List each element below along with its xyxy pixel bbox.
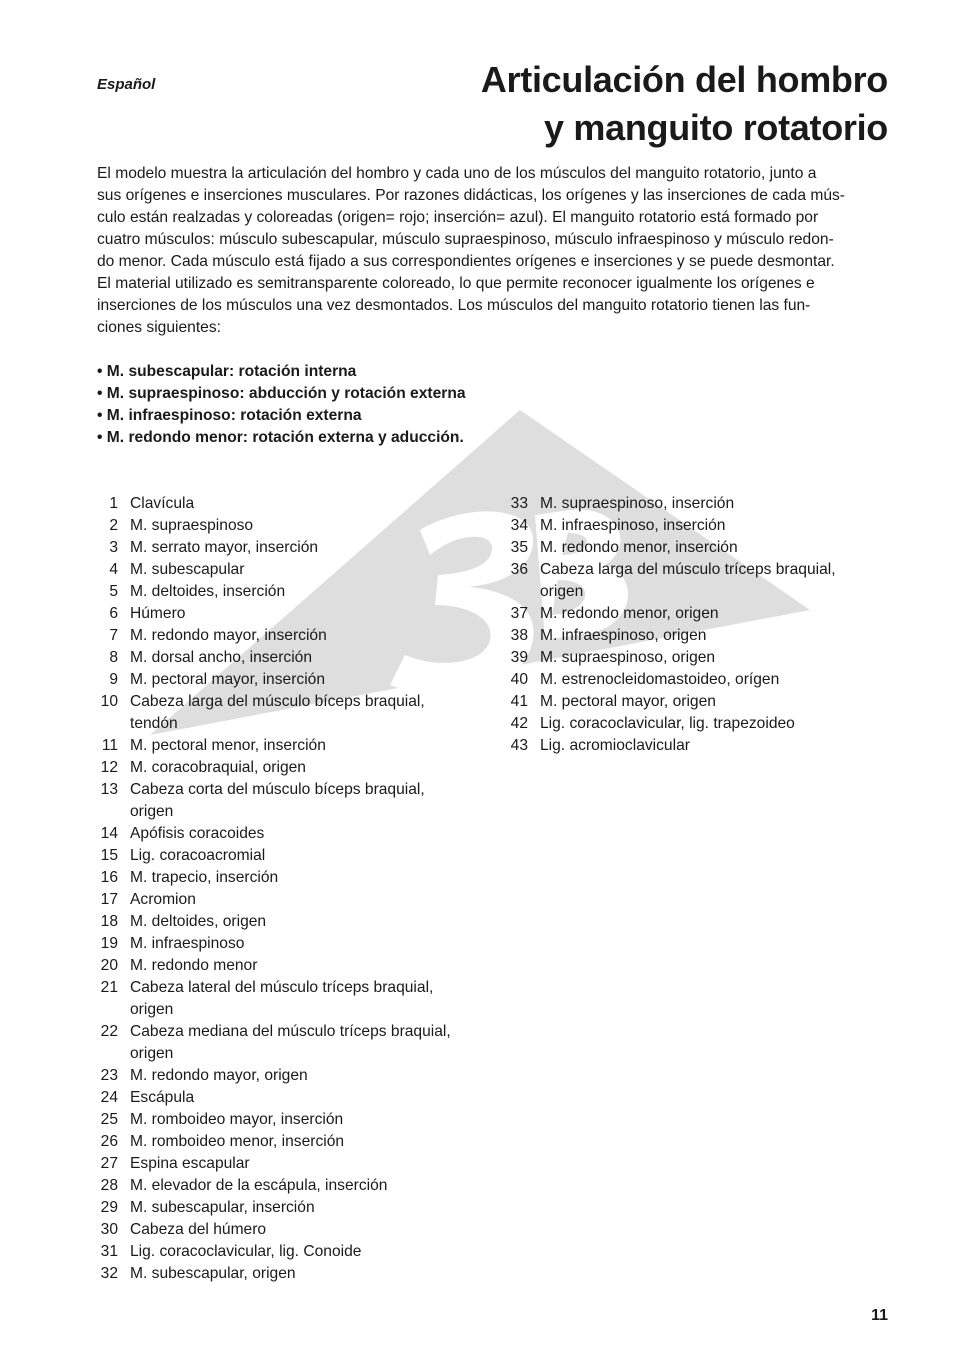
item-label-line: Apófisis coracoides: [130, 825, 265, 842]
item-label: [118, 1153, 250, 1175]
item-number: 9: [109, 671, 118, 688]
page-number: 11: [871, 1307, 888, 1324]
list-item: [86, 1021, 466, 1065]
item-label-line: Lig. coracoclavicular, lig. trapezoideo: [540, 715, 795, 732]
item-label: [528, 559, 836, 603]
item-label-line: M. pectoral mayor, origen: [540, 693, 716, 710]
list-item: [86, 735, 466, 757]
language-label: Español: [97, 76, 156, 93]
item-label-line: M. estrenocleidomastoideo, orígen: [540, 671, 780, 688]
list-item: [86, 1109, 466, 1131]
item-label: [118, 603, 185, 625]
list-item: [86, 669, 466, 691]
list-item: [86, 867, 466, 889]
item-label-line: M. deltoides, inserción: [130, 583, 286, 600]
item-label-line: M. supraespinoso, inserción: [540, 495, 735, 512]
item-label-line: M. romboideo menor, inserción: [130, 1133, 345, 1150]
item-label: [118, 889, 196, 911]
item-number: 17: [100, 891, 118, 908]
item-label: [118, 1219, 266, 1241]
list-item: [86, 977, 466, 1021]
list-item: [496, 493, 876, 515]
item-label: [528, 537, 738, 559]
item-number: 16: [100, 869, 118, 886]
list-item: [86, 1065, 466, 1087]
function-item: • M. redondo menor: rotación externa y aducción.: [97, 427, 466, 449]
function-item: • M. subescapular: rotación interna: [97, 361, 466, 383]
item-number: 3: [109, 539, 118, 556]
item-label-line: M. supraespinoso, origen: [540, 649, 716, 666]
item-label: [118, 1131, 344, 1153]
intro-line: El material utilizado es semitransparente coloreado, lo que permite reconocer igualmente los orígenes e: [97, 275, 815, 292]
item-number: 37: [510, 605, 528, 622]
item-label-line: Lig. coracoclavicular, lig. Conoide: [130, 1243, 362, 1260]
item-number: 1: [109, 495, 118, 512]
item-number: 26: [100, 1133, 118, 1150]
item-label-line: M. dorsal ancho, inserción: [130, 649, 313, 666]
item-label-line: M. pectoral mayor, inserción: [130, 671, 325, 688]
item-label: [118, 537, 318, 559]
intro-line: cuatro músculos: músculo subescapular, músculo supraespinoso, músculo infraespinoso y músculo redon-: [97, 231, 834, 248]
item-label: [118, 669, 325, 691]
item-number: 20: [100, 957, 118, 974]
item-number: 11: [101, 737, 118, 754]
item-number: 12: [100, 759, 118, 776]
item-label: [118, 955, 257, 977]
list-item: [86, 823, 466, 845]
list-item: [86, 1263, 466, 1285]
list-item: [86, 1241, 466, 1263]
item-label: [118, 1021, 451, 1065]
item-label: [118, 691, 425, 735]
item-label: [118, 1065, 308, 1087]
intro-line: El modelo muestra la articulación del hombro y cada uno de los músculos del manguito rotatorio, junto a: [97, 165, 817, 182]
item-number: 29: [100, 1199, 118, 1216]
item-label-line: M. deltoides, origen: [130, 913, 267, 930]
list-item: [86, 647, 466, 669]
item-label-line: M. redondo mayor, inserción: [130, 627, 327, 644]
item-label-line: M. subescapular, inserción: [130, 1199, 315, 1216]
list-item: [496, 735, 876, 757]
item-label: [118, 625, 327, 647]
title-line-2: y manguito rotatorio: [544, 107, 888, 148]
list-item: [496, 515, 876, 537]
item-label: [528, 625, 706, 647]
list-item: [86, 691, 466, 735]
item-label: [118, 1175, 387, 1197]
item-label-line: M. coracobraquial, origen: [130, 759, 306, 776]
item-label-line: M. redondo menor, inserción: [540, 539, 738, 556]
item-label-line: Húmero: [130, 605, 186, 622]
item-number: 43: [510, 737, 528, 754]
item-label-line: Cabeza larga del músculo bíceps braquial,: [130, 693, 425, 710]
item-label-line: M. pectoral menor, inserción: [130, 737, 326, 754]
item-label-line: M. infraespinoso, inserción: [540, 517, 726, 534]
item-number: 21: [100, 979, 118, 996]
item-label-line: M. infraespinoso, origen: [540, 627, 707, 644]
item-label: [528, 669, 779, 691]
item-number: 22: [100, 1023, 118, 1040]
list-item: [86, 493, 466, 515]
item-number: 2: [109, 517, 118, 534]
item-label: [528, 647, 715, 669]
item-label: [118, 977, 433, 1021]
item-label: [528, 515, 725, 537]
item-label: [118, 515, 253, 537]
list-item: [86, 1131, 466, 1153]
item-number: 27: [100, 1155, 118, 1172]
item-number: 33: [510, 495, 528, 512]
item-label-line: M. redondo menor, origen: [540, 605, 719, 622]
intro-paragraph: [97, 163, 887, 339]
list-item: [86, 1153, 466, 1175]
item-label-line: origen: [130, 1045, 174, 1062]
item-number: 6: [109, 605, 118, 622]
item-label-line: M. supraespinoso: [130, 517, 254, 534]
item-label-line: M. serrato mayor, inserción: [130, 539, 319, 556]
list-item: [86, 515, 466, 537]
list-item: [496, 691, 876, 713]
item-label-line: M. elevador de la escápula, inserción: [130, 1177, 388, 1194]
list-item: [86, 1175, 466, 1197]
item-label: [528, 713, 795, 735]
item-number: 40: [510, 671, 528, 688]
list-item: [496, 537, 876, 559]
list-item: [86, 889, 466, 911]
item-number: 13: [100, 781, 118, 798]
item-label-line: M. trapecio, inserción: [130, 869, 279, 886]
list-item: [496, 647, 876, 669]
parts-list-column-2: [496, 493, 876, 757]
item-number: 23: [100, 1067, 118, 1084]
item-label: [118, 647, 312, 669]
item-number: 5: [109, 583, 118, 600]
item-label: [118, 735, 326, 757]
item-number: 7: [109, 627, 118, 644]
function-item: • M. supraespinoso: abducción y rotación externa: [97, 383, 466, 405]
item-label-line: M. redondo menor: [130, 957, 258, 974]
item-label-line: origen: [130, 803, 174, 820]
item-label: [118, 867, 278, 889]
item-label: [118, 493, 194, 515]
item-number: 30: [100, 1221, 118, 1238]
item-number: 4: [109, 561, 118, 578]
item-label-line: Clavícula: [130, 495, 195, 512]
list-item: [496, 559, 876, 603]
list-item: [86, 625, 466, 647]
item-number: 32: [100, 1265, 118, 1282]
item-number: 18: [100, 913, 118, 930]
item-number: 31: [100, 1243, 118, 1260]
list-item: [496, 713, 876, 735]
item-number: 24: [100, 1089, 118, 1106]
item-number: 36: [510, 561, 528, 578]
list-item: [86, 1197, 466, 1219]
item-label-line: Lig. acromioclavicular: [540, 737, 690, 754]
item-label: [118, 911, 266, 933]
item-label-line: Cabeza larga del músculo tríceps braquial,: [540, 561, 836, 578]
function-item: • M. infraespinoso: rotación externa: [97, 405, 466, 427]
item-label-line: M. redondo mayor, origen: [130, 1067, 308, 1084]
item-label: [118, 1197, 315, 1219]
intro-line: culo están realzadas y coloreadas (origen= rojo; inserción= azul). El manguito rotatorio está formado por: [97, 209, 819, 226]
item-label: [118, 933, 244, 955]
item-number: 14: [100, 825, 118, 842]
item-label-line: Cabeza lateral del músculo tríceps braquial,: [130, 979, 434, 996]
item-label-line: Lig. coracoacromial: [130, 847, 266, 864]
item-number: 34: [510, 517, 528, 534]
item-label-line: Cabeza mediana del músculo tríceps braquial,: [130, 1023, 451, 1040]
item-label-line: origen: [540, 583, 584, 600]
list-item: [86, 933, 466, 955]
intro-line: sus orígenes e inserciones musculares. Por razones didácticas, los orígenes y las inserciones de cada mús-: [97, 187, 845, 204]
intro-line: do menor. Cada músculo está fijado a sus correspondientes orígenes e inserciones y se puede desmontar.: [97, 253, 835, 270]
item-number: 25: [100, 1111, 118, 1128]
item-label: [118, 559, 244, 581]
title-line-1: Articulación del hombro: [480, 59, 888, 100]
item-number: 15: [100, 847, 118, 864]
item-number: 19: [100, 935, 118, 952]
item-label-line: Cabeza corta del músculo bíceps braquial,: [130, 781, 425, 798]
list-item: [496, 625, 876, 647]
list-item: [86, 1087, 466, 1109]
item-number: 10: [100, 693, 118, 710]
item-label: [528, 691, 716, 713]
item-label: [528, 603, 719, 625]
item-label: [118, 779, 425, 823]
page-title: [481, 56, 888, 152]
intro-line: ciones siguientes:: [97, 319, 221, 336]
list-item: [86, 559, 466, 581]
list-item: [86, 955, 466, 977]
item-number: 8: [109, 649, 118, 666]
item-label-line: Espina escapular: [130, 1155, 250, 1172]
item-label-line: M. infraespinoso: [130, 935, 245, 952]
list-item: [86, 1219, 466, 1241]
list-item: [86, 845, 466, 867]
intro-line: inserciones de los músculos una vez desmontados. Los músculos del manguito rotatorio tienen las fun-: [97, 297, 811, 314]
item-label: [118, 845, 265, 867]
list-item: [496, 603, 876, 625]
list-item: [496, 669, 876, 691]
item-number: 35: [510, 539, 528, 556]
list-item: [86, 911, 466, 933]
list-item: [86, 537, 466, 559]
item-number: 28: [100, 1177, 118, 1194]
item-label-line: M. romboideo mayor, inserción: [130, 1111, 344, 1128]
list-item: [86, 603, 466, 625]
item-number: 42: [510, 715, 528, 732]
item-label: [118, 1263, 296, 1285]
item-label-line: origen: [130, 1001, 174, 1018]
item-number: 41: [510, 693, 528, 710]
parts-list-column-1: [86, 493, 466, 1285]
item-number: 38: [510, 627, 528, 644]
item-label: [118, 1087, 194, 1109]
list-item: [86, 779, 466, 823]
item-label-line: Acromion: [130, 891, 196, 908]
item-label: [118, 581, 285, 603]
item-label: [528, 493, 734, 515]
item-number: 39: [510, 649, 528, 666]
item-label: [118, 1241, 361, 1263]
item-label-line: M. subescapular: [130, 561, 245, 578]
muscle-functions-list: [97, 361, 466, 449]
item-label-line: Escápula: [130, 1089, 195, 1106]
item-label: [528, 735, 690, 757]
list-item: [86, 757, 466, 779]
item-label-line: M. subescapular, origen: [130, 1265, 296, 1282]
item-label: [118, 757, 306, 779]
item-label: [118, 1109, 343, 1131]
item-label-line: tendón: [130, 715, 178, 732]
list-item: [86, 581, 466, 603]
item-label: [118, 823, 264, 845]
item-label-line: Cabeza del húmero: [130, 1221, 267, 1238]
